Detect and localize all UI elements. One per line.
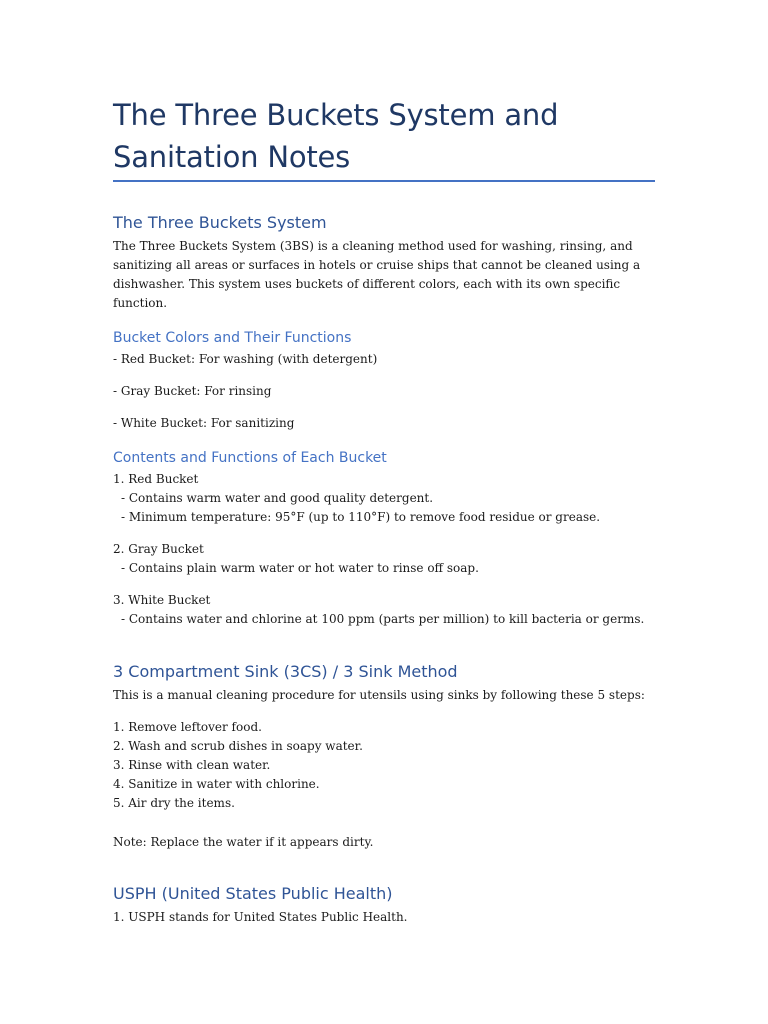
sink-step: 2. Wash and scrub dishes in soapy water. bbox=[113, 739, 363, 753]
heading-3-compartment-sink: 3 Compartment Sink (3CS) / 3 Sink Method bbox=[113, 662, 458, 681]
sink-step: 4. Sanitize in water with chlorine. bbox=[113, 777, 320, 791]
sink-note: Note: Replace the water if it appears dirty. bbox=[113, 835, 374, 849]
gray-bucket-detail: - Contains plain warm water or hot water to rinse off soap. bbox=[121, 561, 479, 575]
heading-three-buckets-system: The Three Buckets System bbox=[113, 213, 327, 232]
document-title-line-2: Sanitation Notes bbox=[113, 140, 351, 174]
heading-usph: USPH (United States Public Health) bbox=[113, 884, 393, 903]
document-title-line-1: The Three Buckets System and bbox=[113, 98, 559, 132]
intro-line: sanitizing all areas or surfaces in hotels or cruise ships that cannot be cleaned using a bbox=[113, 258, 641, 272]
gray-bucket-title: 2. Gray Bucket bbox=[113, 542, 204, 556]
sink-step: 1. Remove leftover food. bbox=[113, 720, 262, 734]
document-title bbox=[113, 94, 655, 178]
red-bucket-detail: - Contains warm water and good quality detergent. bbox=[121, 491, 434, 505]
red-bucket-title: 1. Red Bucket bbox=[113, 472, 199, 486]
red-bucket-detail: - Minimum temperature: 95°F (up to 110°F) to remove food residue or grease. bbox=[121, 510, 601, 524]
intro-line: function. bbox=[113, 296, 168, 310]
bucket-color-item: - Gray Bucket: For rinsing bbox=[113, 384, 272, 398]
white-bucket-title: 3. White Bucket bbox=[113, 593, 211, 607]
heading-bucket-colors: Bucket Colors and Their Functions bbox=[113, 330, 352, 346]
bucket-color-item: - Red Bucket: For washing (with detergent) bbox=[113, 352, 378, 366]
sink-step: 3. Rinse with clean water. bbox=[113, 758, 271, 772]
usph-item: 1. USPH stands for United States Public Health. bbox=[113, 910, 408, 924]
bucket-color-item: - White Bucket: For sanitizing bbox=[113, 416, 295, 430]
sink-intro: This is a manual cleaning procedure for utensils using sinks by following these 5 steps: bbox=[113, 688, 645, 702]
title-underline-rule bbox=[113, 180, 655, 182]
heading-contents-functions: Contents and Functions of Each Bucket bbox=[113, 450, 387, 466]
white-bucket-detail: - Contains water and chlorine at 100 ppm (parts per million) to kill bacteria or germs. bbox=[121, 612, 645, 626]
intro-line: The Three Buckets System (3BS) is a cleaning method used for washing, rinsing, and bbox=[113, 239, 633, 253]
sink-step: 5. Air dry the items. bbox=[113, 796, 235, 810]
intro-line: dishwasher. This system uses buckets of different colors, each with its own specific bbox=[113, 277, 621, 291]
